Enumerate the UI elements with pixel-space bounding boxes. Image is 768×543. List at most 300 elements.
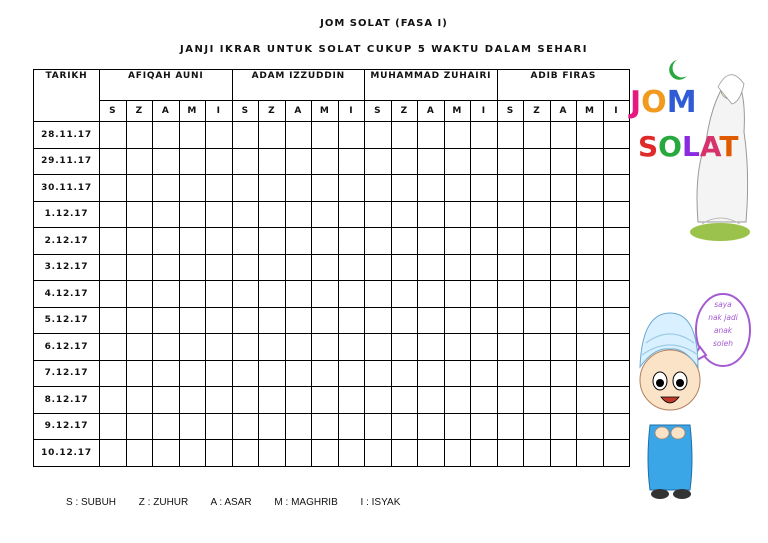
checkbox-cell[interactable] [471, 387, 498, 414]
checkbox-cell[interactable] [524, 148, 551, 175]
checkbox-cell[interactable] [179, 228, 206, 255]
prayer-code-header: M [577, 101, 604, 122]
checkbox-cell[interactable] [550, 228, 577, 255]
checkbox-cell[interactable] [418, 175, 445, 202]
checkbox-cell[interactable] [577, 440, 604, 467]
checkbox-cell[interactable] [524, 334, 551, 361]
checkbox-cell[interactable] [126, 440, 153, 467]
checkbox-cell[interactable] [338, 148, 365, 175]
checkbox-cell[interactable] [603, 281, 630, 308]
checkbox-cell[interactable] [418, 148, 445, 175]
checkbox-cell[interactable] [391, 360, 418, 387]
checkbox-cell[interactable] [179, 122, 206, 149]
checkbox-cell[interactable] [497, 254, 524, 281]
checkbox-cell[interactable] [550, 148, 577, 175]
checkbox-cell[interactable] [206, 122, 233, 149]
checkbox-cell[interactable] [259, 254, 286, 281]
table-row [34, 201, 630, 228]
checkbox-cell[interactable] [550, 122, 577, 149]
checkbox-cell[interactable] [126, 254, 153, 281]
checkbox-cell[interactable] [179, 360, 206, 387]
checkbox-cell[interactable] [153, 440, 180, 467]
checkbox-cell[interactable] [550, 387, 577, 414]
checkbox-cell[interactable] [206, 281, 233, 308]
checkbox-cell[interactable] [471, 201, 498, 228]
checkbox-cell[interactable] [444, 228, 471, 255]
checkbox-cell[interactable] [153, 201, 180, 228]
checkbox-cell[interactable] [206, 307, 233, 334]
checkbox-cell[interactable] [232, 387, 259, 414]
checkbox-cell[interactable] [285, 175, 312, 202]
date-cell: 6.12.17 [34, 334, 100, 361]
checkbox-cell[interactable] [100, 175, 127, 202]
checkbox-cell[interactable] [603, 148, 630, 175]
checkbox-cell[interactable] [338, 254, 365, 281]
prayer-code-header: S [497, 101, 524, 122]
checkbox-cell[interactable] [471, 228, 498, 255]
checkbox-cell[interactable] [524, 122, 551, 149]
checkbox-cell[interactable] [577, 122, 604, 149]
checkbox-cell[interactable] [100, 413, 127, 440]
prayer-code-header: A [285, 101, 312, 122]
checkbox-cell[interactable] [312, 440, 339, 467]
checkbox-cell[interactable] [577, 307, 604, 334]
checkbox-cell[interactable] [391, 201, 418, 228]
checkbox-cell[interactable] [577, 201, 604, 228]
checkbox-cell[interactable] [153, 281, 180, 308]
checkbox-cell[interactable] [365, 254, 392, 281]
checkbox-cell[interactable] [497, 228, 524, 255]
checkbox-cell[interactable] [206, 413, 233, 440]
checkbox-cell[interactable] [285, 148, 312, 175]
checkbox-cell[interactable] [206, 228, 233, 255]
checkbox-cell[interactable] [444, 122, 471, 149]
checkbox-cell[interactable] [391, 148, 418, 175]
date-cell: 30.11.17 [34, 175, 100, 202]
checkbox-cell[interactable] [179, 175, 206, 202]
checkbox-cell[interactable] [471, 281, 498, 308]
checkbox-cell[interactable] [206, 148, 233, 175]
date-cell: 5.12.17 [34, 307, 100, 334]
checkbox-cell[interactable] [153, 228, 180, 255]
checkbox-cell[interactable] [338, 413, 365, 440]
checkbox-cell[interactable] [471, 148, 498, 175]
checkbox-cell[interactable] [418, 281, 445, 308]
checkbox-cell[interactable] [312, 122, 339, 149]
checkbox-cell[interactable] [285, 440, 312, 467]
checkbox-cell[interactable] [312, 413, 339, 440]
checkbox-cell[interactable] [471, 334, 498, 361]
checkbox-cell[interactable] [285, 334, 312, 361]
checkbox-cell[interactable] [312, 281, 339, 308]
checkbox-cell[interactable] [497, 148, 524, 175]
checkbox-cell[interactable] [603, 413, 630, 440]
checkbox-cell[interactable] [577, 387, 604, 414]
checkbox-cell[interactable] [312, 201, 339, 228]
checkbox-cell[interactable] [153, 360, 180, 387]
checkbox-cell[interactable] [206, 201, 233, 228]
checkbox-cell[interactable] [338, 387, 365, 414]
checkbox-cell[interactable] [259, 122, 286, 149]
checkbox-cell[interactable] [418, 387, 445, 414]
checkbox-cell[interactable] [259, 281, 286, 308]
checkbox-cell[interactable] [232, 360, 259, 387]
date-cell: 8.12.17 [34, 387, 100, 414]
checkbox-cell[interactable] [524, 360, 551, 387]
checkbox-cell[interactable] [444, 307, 471, 334]
checkbox-cell[interactable] [100, 360, 127, 387]
checkbox-cell[interactable] [232, 413, 259, 440]
checkbox-cell[interactable] [577, 228, 604, 255]
checkbox-cell[interactable] [471, 307, 498, 334]
checkbox-cell[interactable] [285, 360, 312, 387]
checkbox-cell[interactable] [524, 201, 551, 228]
checkbox-cell[interactable] [577, 360, 604, 387]
checkbox-cell[interactable] [126, 228, 153, 255]
table-row [34, 334, 630, 361]
checkbox-cell[interactable] [312, 360, 339, 387]
checkbox-cell[interactable] [259, 334, 286, 361]
checkbox-cell[interactable] [206, 360, 233, 387]
checkbox-cell[interactable] [603, 122, 630, 149]
date-cell: 4.12.17 [34, 281, 100, 308]
checkbox-cell[interactable] [232, 334, 259, 361]
date-cell: 2.12.17 [34, 228, 100, 255]
checkbox-cell[interactable] [418, 254, 445, 281]
checkbox-cell[interactable] [179, 307, 206, 334]
checkbox-cell[interactable] [312, 307, 339, 334]
checkbox-cell[interactable] [391, 228, 418, 255]
table-row [34, 228, 630, 255]
checkbox-cell[interactable] [259, 175, 286, 202]
checkbox-cell[interactable] [126, 307, 153, 334]
checkbox-cell[interactable] [232, 440, 259, 467]
checkbox-cell[interactable] [153, 122, 180, 149]
checkbox-cell[interactable] [365, 201, 392, 228]
checkbox-cell[interactable] [100, 281, 127, 308]
checkbox-cell[interactable] [524, 387, 551, 414]
checkbox-cell[interactable] [524, 281, 551, 308]
page-subtitle: JANJI IKRAR UNTUK SOLAT CUKUP 5 WAKTU DALAM SEHARI [180, 44, 588, 55]
checkbox-cell[interactable] [550, 360, 577, 387]
checkbox-cell[interactable] [365, 281, 392, 308]
checkbox-cell[interactable] [524, 228, 551, 255]
checkbox-cell[interactable] [126, 122, 153, 149]
checkbox-cell[interactable] [365, 360, 392, 387]
checkbox-cell[interactable] [365, 413, 392, 440]
checkbox-cell[interactable] [365, 122, 392, 149]
checkbox-cell[interactable] [232, 281, 259, 308]
checkbox-cell[interactable] [285, 228, 312, 255]
cartoon-boy-illustration [628, 285, 753, 510]
checkbox-cell[interactable] [444, 334, 471, 361]
checkbox-cell[interactable] [312, 334, 339, 361]
checkbox-cell[interactable] [577, 175, 604, 202]
checkbox-cell[interactable] [365, 175, 392, 202]
checkbox-cell[interactable] [391, 307, 418, 334]
checkbox-cell[interactable] [497, 413, 524, 440]
checkbox-cell[interactable] [338, 334, 365, 361]
checkbox-cell[interactable] [550, 254, 577, 281]
checkbox-cell[interactable] [312, 387, 339, 414]
logo-text-bottom: SOLAT [638, 130, 739, 163]
checkbox-cell[interactable] [444, 440, 471, 467]
prayer-code-header: S [365, 101, 392, 122]
checkbox-cell[interactable] [285, 254, 312, 281]
checkbox-cell[interactable] [603, 201, 630, 228]
checkbox-cell[interactable] [444, 148, 471, 175]
checkbox-cell[interactable] [603, 307, 630, 334]
legend-item: S : SUBUH [66, 497, 117, 508]
checkbox-cell[interactable] [179, 254, 206, 281]
checkbox-cell[interactable] [232, 201, 259, 228]
checkbox-cell[interactable] [365, 148, 392, 175]
checkbox-cell[interactable] [206, 254, 233, 281]
checkbox-cell[interactable] [391, 122, 418, 149]
checkbox-cell[interactable] [444, 387, 471, 414]
checkbox-cell[interactable] [391, 281, 418, 308]
checkbox-cell[interactable] [497, 387, 524, 414]
checkbox-cell[interactable] [471, 413, 498, 440]
checkbox-cell[interactable] [418, 122, 445, 149]
checkbox-cell[interactable] [418, 228, 445, 255]
date-cell: 28.11.17 [34, 122, 100, 149]
checkbox-cell[interactable] [603, 387, 630, 414]
checkbox-cell[interactable] [497, 201, 524, 228]
checkbox-cell[interactable] [100, 254, 127, 281]
checkbox-cell[interactable] [206, 387, 233, 414]
checkbox-cell[interactable] [550, 175, 577, 202]
jom-solat-logo-illustration [628, 52, 753, 247]
checkbox-cell[interactable] [418, 440, 445, 467]
checkbox-cell[interactable] [524, 413, 551, 440]
checkbox-cell[interactable] [338, 307, 365, 334]
checkbox-cell[interactable] [603, 440, 630, 467]
checkbox-cell[interactable] [444, 281, 471, 308]
checkbox-cell[interactable] [179, 334, 206, 361]
checkbox-cell[interactable] [577, 281, 604, 308]
date-column-header: TARIKH [34, 70, 100, 122]
checkbox-cell[interactable] [179, 440, 206, 467]
checkbox-cell[interactable] [497, 281, 524, 308]
checkbox-cell[interactable] [126, 360, 153, 387]
checkbox-cell[interactable] [391, 387, 418, 414]
checkbox-cell[interactable] [471, 254, 498, 281]
checkbox-cell[interactable] [232, 175, 259, 202]
checkbox-cell[interactable] [100, 334, 127, 361]
svg-text:nak jadi: nak jadi [708, 313, 738, 322]
checkbox-cell[interactable] [418, 201, 445, 228]
checkbox-cell[interactable] [577, 254, 604, 281]
checkbox-cell[interactable] [126, 175, 153, 202]
checkbox-cell[interactable] [391, 413, 418, 440]
legend-item: Z : ZUHUR [138, 497, 189, 508]
checkbox-cell[interactable] [471, 440, 498, 467]
checkbox-cell[interactable] [100, 387, 127, 414]
crescent-icon [669, 60, 687, 80]
checkbox-cell[interactable] [232, 307, 259, 334]
checkbox-cell[interactable] [550, 413, 577, 440]
checkbox-cell[interactable] [126, 148, 153, 175]
checkbox-cell[interactable] [497, 360, 524, 387]
checkbox-cell[interactable] [603, 334, 630, 361]
checkbox-cell[interactable] [206, 334, 233, 361]
checkbox-cell[interactable] [285, 307, 312, 334]
checkbox-cell[interactable] [338, 360, 365, 387]
checkbox-cell[interactable] [497, 334, 524, 361]
checkbox-cell[interactable] [153, 413, 180, 440]
checkbox-cell[interactable] [497, 122, 524, 149]
checkbox-cell[interactable] [126, 334, 153, 361]
checkbox-cell[interactable] [259, 307, 286, 334]
checkbox-cell[interactable] [259, 148, 286, 175]
table-row [34, 254, 630, 281]
checkbox-cell[interactable] [338, 201, 365, 228]
checkbox-cell[interactable] [179, 201, 206, 228]
checkbox-cell[interactable] [444, 413, 471, 440]
checkbox-cell[interactable] [497, 307, 524, 334]
table-row [34, 413, 630, 440]
checkbox-cell[interactable] [126, 387, 153, 414]
checkbox-cell[interactable] [444, 175, 471, 202]
checkbox-cell[interactable] [100, 122, 127, 149]
checkbox-cell[interactable] [497, 175, 524, 202]
checkbox-cell[interactable] [365, 307, 392, 334]
checkbox-cell[interactable] [259, 440, 286, 467]
checkbox-cell[interactable] [126, 281, 153, 308]
checkbox-cell[interactable] [338, 122, 365, 149]
checkbox-cell[interactable] [126, 201, 153, 228]
checkbox-cell[interactable] [126, 413, 153, 440]
checkbox-cell[interactable] [259, 360, 286, 387]
checkbox-cell[interactable] [391, 175, 418, 202]
checkbox-cell[interactable] [232, 228, 259, 255]
checkbox-cell[interactable] [153, 175, 180, 202]
prayer-code-header: Z [391, 101, 418, 122]
checkbox-cell[interactable] [391, 440, 418, 467]
checkbox-cell[interactable] [179, 281, 206, 308]
checkbox-cell[interactable] [471, 122, 498, 149]
date-cell: 29.11.17 [34, 148, 100, 175]
checkbox-cell[interactable] [418, 307, 445, 334]
checkbox-cell[interactable] [100, 307, 127, 334]
checkbox-cell[interactable] [285, 122, 312, 149]
checkbox-cell[interactable] [259, 387, 286, 414]
checkbox-cell[interactable] [338, 440, 365, 467]
table-row [34, 148, 630, 175]
checkbox-cell[interactable] [100, 148, 127, 175]
checkbox-cell[interactable] [497, 440, 524, 467]
checkbox-cell[interactable] [312, 228, 339, 255]
checkbox-cell[interactable] [259, 413, 286, 440]
checkbox-cell[interactable] [418, 413, 445, 440]
checkbox-cell[interactable] [285, 281, 312, 308]
checkbox-cell[interactable] [206, 440, 233, 467]
table-row [34, 122, 630, 149]
checkbox-cell[interactable] [232, 122, 259, 149]
checkbox-cell[interactable] [391, 334, 418, 361]
checkbox-cell[interactable] [259, 201, 286, 228]
checkbox-cell[interactable] [550, 281, 577, 308]
checkbox-cell[interactable] [285, 201, 312, 228]
checkbox-cell[interactable] [391, 254, 418, 281]
checkbox-cell[interactable] [577, 413, 604, 440]
checkbox-cell[interactable] [153, 387, 180, 414]
checkbox-cell[interactable] [603, 228, 630, 255]
prayer-code-header: Z [259, 101, 286, 122]
checkbox-cell[interactable] [285, 387, 312, 414]
checkbox-cell[interactable] [550, 307, 577, 334]
checkbox-cell[interactable] [603, 254, 630, 281]
student-name-header: ADAM IZZUDDIN [232, 70, 365, 101]
prayer-code-header: M [312, 101, 339, 122]
checkbox-cell[interactable] [338, 281, 365, 308]
checkbox-cell[interactable] [365, 440, 392, 467]
checkbox-cell[interactable] [338, 228, 365, 255]
checkbox-cell[interactable] [524, 440, 551, 467]
checkbox-cell[interactable] [577, 334, 604, 361]
checkbox-cell[interactable] [444, 254, 471, 281]
checkbox-cell[interactable] [603, 175, 630, 202]
checkbox-cell[interactable] [338, 175, 365, 202]
checkbox-cell[interactable] [471, 360, 498, 387]
checkbox-cell[interactable] [365, 228, 392, 255]
checkbox-cell[interactable] [259, 228, 286, 255]
svg-text:soleh: soleh [713, 339, 733, 348]
prayer-code-header: I [603, 101, 630, 122]
checkbox-cell[interactable] [550, 334, 577, 361]
checkbox-cell[interactable] [206, 175, 233, 202]
checkbox-cell[interactable] [471, 175, 498, 202]
checkbox-cell[interactable] [179, 387, 206, 414]
checkbox-cell[interactable] [444, 201, 471, 228]
checkbox-cell[interactable] [153, 254, 180, 281]
student-name-header: MUHAMMAD ZUHAIRI [365, 70, 498, 101]
checkbox-cell[interactable] [100, 201, 127, 228]
checkbox-cell[interactable] [603, 360, 630, 387]
checkbox-cell[interactable] [365, 387, 392, 414]
checkbox-cell[interactable] [577, 148, 604, 175]
checkbox-cell[interactable] [312, 148, 339, 175]
checkbox-cell[interactable] [179, 148, 206, 175]
checkbox-cell[interactable] [365, 334, 392, 361]
checkbox-cell[interactable] [444, 360, 471, 387]
checkbox-cell[interactable] [153, 334, 180, 361]
checkbox-cell[interactable] [232, 254, 259, 281]
prayer-code-header: M [444, 101, 471, 122]
checkbox-cell[interactable] [524, 254, 551, 281]
checkbox-cell[interactable] [550, 201, 577, 228]
legend-item: A : ASAR [210, 497, 252, 508]
checkbox-cell[interactable] [418, 360, 445, 387]
checkbox-cell[interactable] [179, 413, 206, 440]
checkbox-cell[interactable] [312, 175, 339, 202]
checkbox-cell[interactable] [153, 307, 180, 334]
checkbox-cell[interactable] [550, 440, 577, 467]
checkbox-cell[interactable] [232, 148, 259, 175]
checkbox-cell[interactable] [524, 307, 551, 334]
prayer-code-header: A [418, 101, 445, 122]
table-row [34, 281, 630, 308]
date-cell: 1.12.17 [34, 201, 100, 228]
checkbox-cell[interactable] [153, 148, 180, 175]
checkbox-cell[interactable] [524, 175, 551, 202]
checkbox-cell[interactable] [285, 413, 312, 440]
checkbox-cell[interactable] [100, 228, 127, 255]
checkbox-cell[interactable] [418, 334, 445, 361]
checkbox-cell[interactable] [312, 254, 339, 281]
checkbox-cell[interactable] [100, 440, 127, 467]
